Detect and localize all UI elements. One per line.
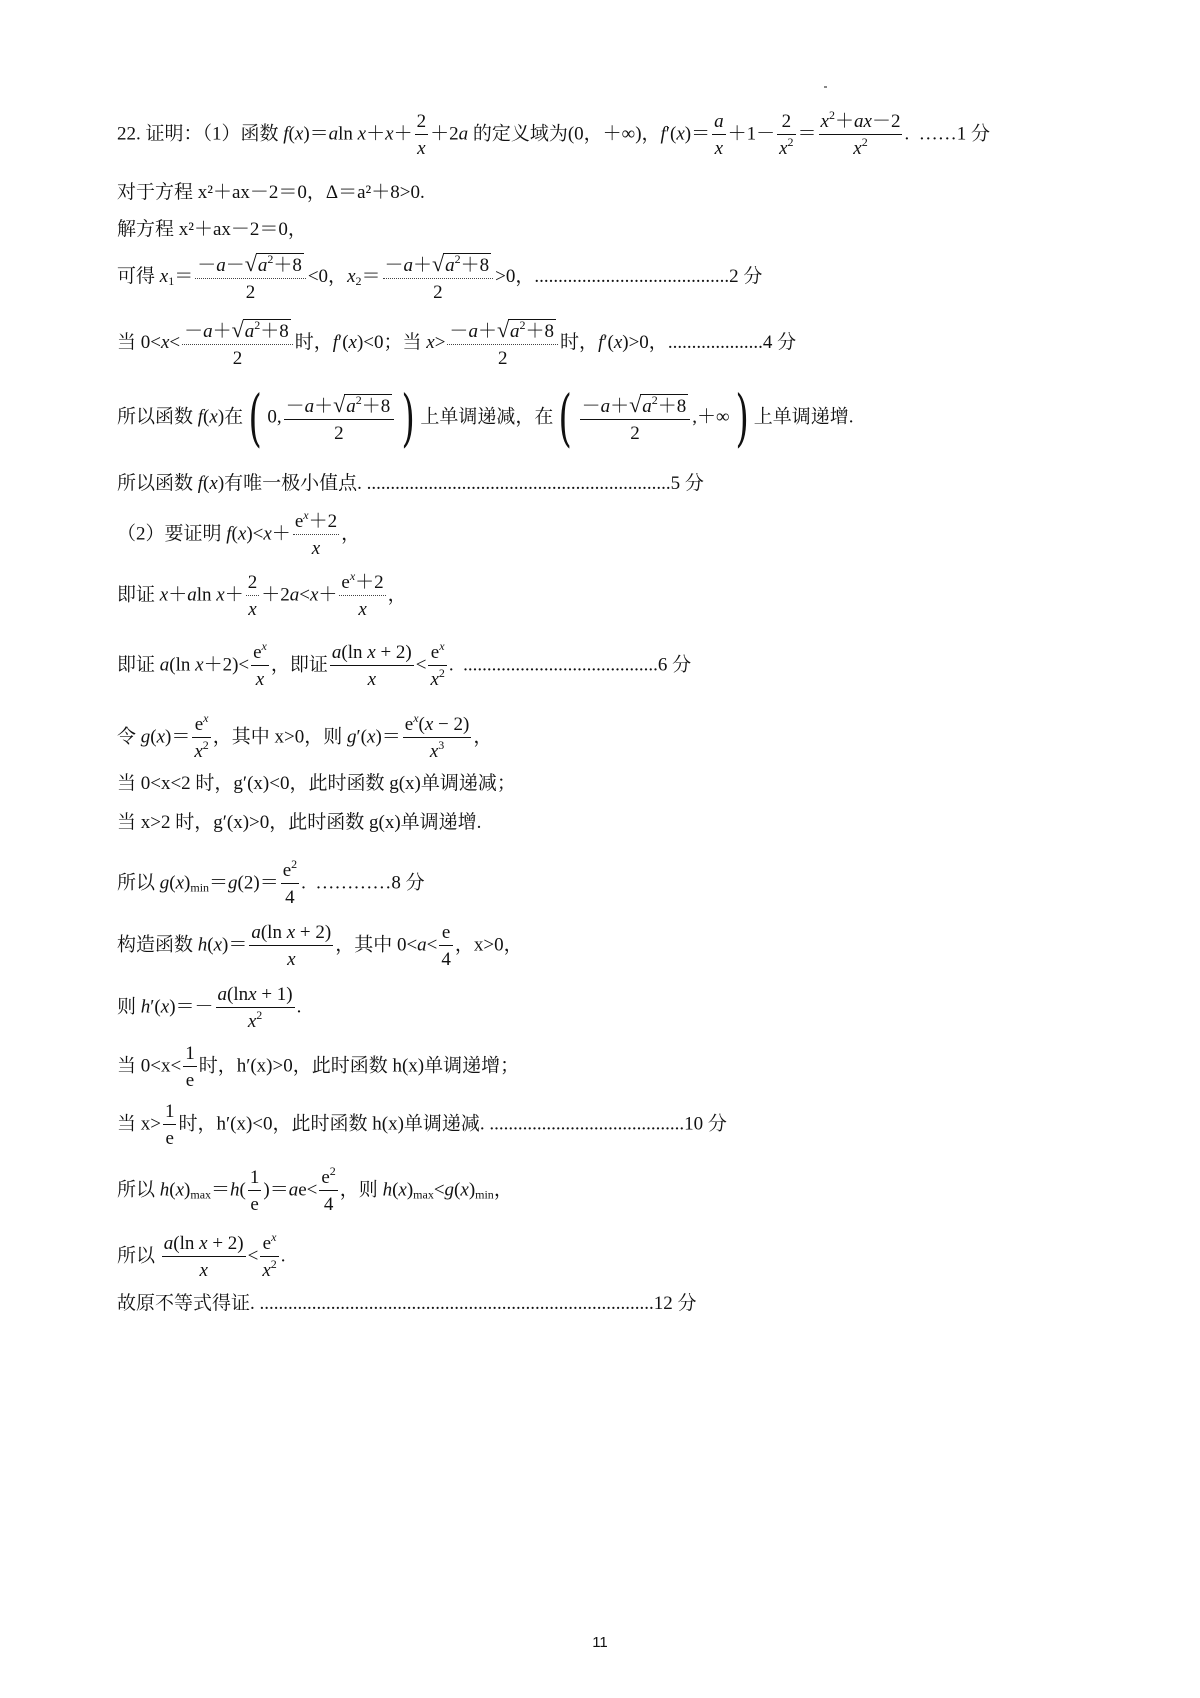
- line-2: 对于方程 x²＋ax－2＝0，Δ＝a²＋8>0.: [117, 182, 425, 203]
- score-1: ……1 分: [918, 123, 990, 145]
- score-4: ....................4 分: [667, 331, 797, 353]
- line-17: 当 0<x< $\frac{1}{e}$ 时，h′(x)>0，此时函数 h(x)单调递增；: [117, 1043, 520, 1091]
- line-8: （2）要证明 f(x)<x＋ $\frac{e^x+2}{x}$ ，: [117, 508, 361, 559]
- page-number: 11: [592, 1634, 608, 1651]
- score-12: ...................................................................................12 分: [259, 1293, 697, 1314]
- line-18: 当 x> $\frac{1}{e}$ 时，h′(x)<0，此时函数 h(x)单调递减. .........................................10 分: [117, 1101, 727, 1149]
- line-1: 22. 证明：（1）函数 f(x)＝aln x＋x＋ $\frac{2}{x}$ ＋2a 的定义域为(0，＋∞)，f′(x)＝ $\frac{a}{x}$ ＋1－ $\frac{2}{x^2}$ ＝ $\frac{x^2+ax-2}{x^2}$ . ……1 分: [117, 108, 990, 159]
- line-5: 当 0<x< $\frac{-a+√a^2+8}{2}$ 时，f′(x)<0；当 x> $\frac{-a+√a^2+8}{2}$ 时，f′(x)>0，....................4 分: [117, 317, 797, 369]
- line-13: 当 x>2 时，g′(x)>0，此时函数 g(x)单调递增.: [117, 812, 482, 833]
- scan-speck: [824, 86, 827, 88]
- line-15: 构造函数 h(x)＝ $\frac{\text{a(ln x + 2)}}{x}$ ，其中 0<a< $\frac{e}{4}$ ，x>0，: [117, 922, 523, 970]
- line-10: 即证 a(ln x＋2)< $\frac{e^x}{x}$ ，即证 $\frac{\text{a(ln x + 2)}}{x}$ < $\frac{e^x}{x^2}$ . .........................................6 分: [117, 639, 692, 690]
- line-9: 即证 x＋aln x＋ $\frac{2}{x}$ ＋2a<x＋ $\frac{e^x+2}{x}$ ，: [117, 569, 407, 620]
- line-11: 令 g(x)＝ $\frac{e^x}{x^2}$ ，其中 x>0，则 g′(x)＝ $\frac{e^x(x - 2)}{x^3}$ ，: [117, 711, 493, 762]
- line-19: 所以 $h(x)_{max}=h$( $\frac{1}{e}$ )＝ae< $\frac{e^2}{4}$ ，则 $h(x)_{max}<g(x)_{min}$，: [117, 1164, 513, 1215]
- score-5: ................................................................5 分: [366, 473, 704, 494]
- line-4: 可得 $x_1=$ $\frac{-a-√a^2+8}{2}$ <0，$x_2=$ $\frac{-a+√a^2+8}{2}$ >0，.........................................2 分: [117, 251, 763, 303]
- score-10: .........................................10 分: [489, 1113, 727, 1135]
- line-21: 故原不等式得证. ...................................................................................12 分: [117, 1293, 697, 1314]
- line-20: 所以 $\frac{\text{a(ln x + 2)}}{x}$ < $\frac{e^x}{x^2}$ .: [117, 1230, 286, 1281]
- line-6: 所以函数 f(x)在( 0, $\frac{-a+√a^2+8}{2}$ ) 上单调递减，在( $\frac{-a+√a^2+8}{2}$ ,＋∞) 上单调递增.: [117, 381, 854, 454]
- line-3: 解方程 x²＋ax－2＝0，: [117, 219, 307, 240]
- line-7: 所以函数 f(x)有唯一极小值点. ................................................................5 分: [117, 473, 704, 494]
- line-12: 当 0<x<2 时，g′(x)<0，此时函数 g(x)单调递减；: [117, 773, 516, 794]
- line-14: 所以 $g(x)_{min}=g(2)=$ $\frac{e^2}{4}$ . …………8 分: [117, 857, 425, 908]
- score-8: …………8 分: [315, 872, 425, 894]
- line-16: 则 h′(x)＝－ $\frac{a(\ln x + 1)}{x^2}$ .: [117, 984, 302, 1032]
- score-2: .........................................2 分: [534, 265, 763, 287]
- score-6: .........................................6 分: [463, 654, 692, 676]
